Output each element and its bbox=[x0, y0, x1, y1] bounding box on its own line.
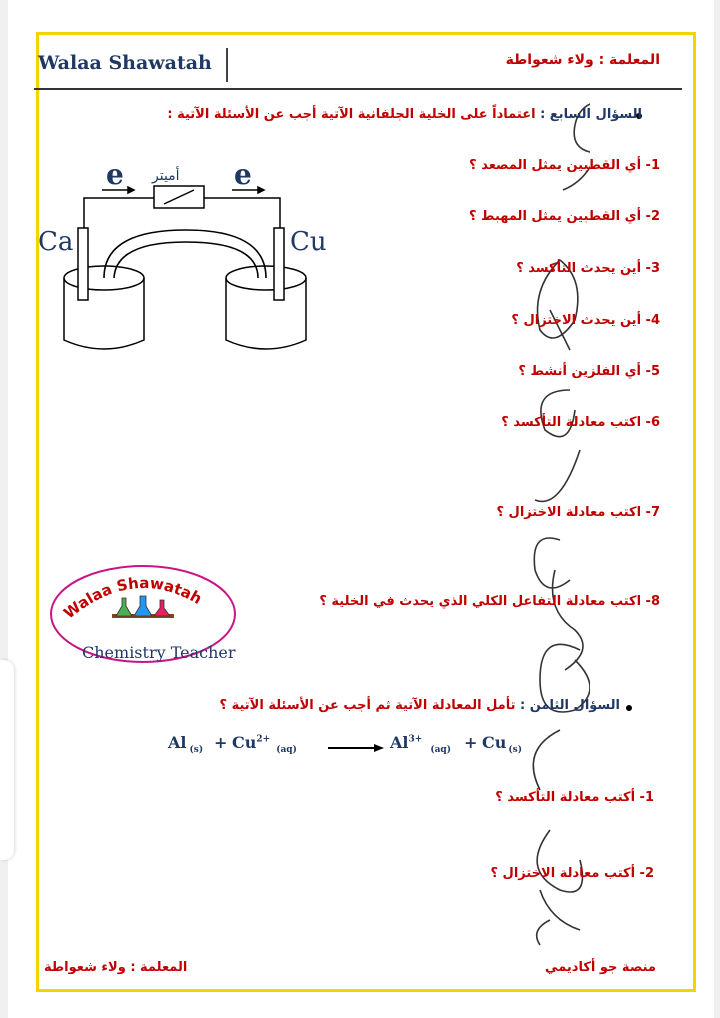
eq-state: (s) bbox=[189, 745, 204, 756]
chemistry-teacher-logo bbox=[48, 562, 238, 672]
left-electrode bbox=[78, 228, 88, 300]
salt-bridge-inner bbox=[114, 242, 258, 278]
question7-item-6: 6- اكتب معادلة التأكسد ؟ bbox=[501, 415, 660, 430]
electron-right-label: e bbox=[234, 158, 252, 191]
footer-teacher: المعلمة : ولاء شعواطة bbox=[44, 960, 188, 975]
reaction-equation bbox=[168, 733, 568, 763]
question7-item-4: 4- أين يحدث الاختزال ؟ bbox=[511, 313, 660, 328]
eq-reactant-al: Al bbox=[168, 733, 187, 752]
right-electrode bbox=[274, 228, 284, 300]
question7-item-3: 3- أين يحدث التأكسد ؟ bbox=[516, 261, 660, 276]
question8-title-lead: السؤال الثامن : bbox=[520, 698, 620, 713]
question7-title-text: اعتماداً على الخلية الجلفانية الآتية أجب عن الأسئلة الآتية : bbox=[167, 107, 536, 122]
left-beaker bbox=[64, 278, 144, 349]
eq-charge: 2+ bbox=[256, 734, 271, 745]
bullet-dot bbox=[626, 705, 632, 711]
eq-state: (aq) bbox=[276, 745, 297, 756]
galvanic-cell-diagram bbox=[36, 150, 336, 360]
eq-charge: 3+ bbox=[408, 734, 423, 745]
right-beaker bbox=[226, 278, 306, 349]
question7-item-2: 2- أي القطبين يمثل المهبط ؟ bbox=[468, 209, 660, 224]
question7-title bbox=[167, 107, 642, 122]
header-divider bbox=[226, 48, 228, 82]
header-name-en: Walaa Shawatah bbox=[38, 52, 212, 74]
eq-state: (aq) bbox=[430, 745, 451, 756]
eq-product-cu: Cu bbox=[482, 733, 507, 752]
question7-item-1: 1- أي القطبين يمثل المصعد ؟ bbox=[469, 158, 660, 173]
ammeter-label: أميتر bbox=[152, 168, 180, 184]
question7-item-5: 5- أي الفلزين أنشط ؟ bbox=[518, 364, 660, 379]
question7-title-lead: السؤال السابع : bbox=[540, 107, 642, 122]
eq-product-al: Al bbox=[390, 733, 409, 752]
logo-bottom-text: Chemistry Teacher bbox=[82, 643, 236, 662]
question8-item-2: 2- أكتب معادلة الاختزال ؟ bbox=[490, 866, 654, 881]
question8-title-text: تأمل المعادلة الآتية ثم أجب عن الأسئلة الآتية ؟ bbox=[219, 698, 516, 713]
eq-state: (s) bbox=[508, 745, 522, 756]
question8-title bbox=[220, 698, 620, 713]
electron-left-label: e bbox=[106, 158, 124, 191]
side-panel-edge bbox=[0, 660, 14, 860]
header-teacher-ar: المعلمة : ولاء شعواطة bbox=[505, 52, 660, 68]
reaction-arrow-icon bbox=[328, 743, 384, 753]
footer-platform: منصة جو أكاديمي bbox=[545, 960, 656, 975]
eq-plus: + bbox=[214, 733, 228, 752]
logo-top-text: Walaa Shawatah bbox=[60, 573, 205, 623]
right-electrode-label: Cu bbox=[290, 227, 327, 257]
question7-item-7: 7- اكتب معادلة الاختزال ؟ bbox=[496, 505, 660, 520]
eq-reactant-cu: Cu bbox=[232, 733, 257, 752]
left-electrode-label: Ca bbox=[38, 227, 74, 257]
question8-item-1: 1- أكتب معادلة التأكسد ؟ bbox=[495, 790, 654, 805]
eq-plus: + bbox=[464, 733, 478, 752]
question7-item-8: 8- اكتب معادلة التفاعل الكلي الذي يحدث في الخلية ؟ bbox=[319, 594, 660, 609]
